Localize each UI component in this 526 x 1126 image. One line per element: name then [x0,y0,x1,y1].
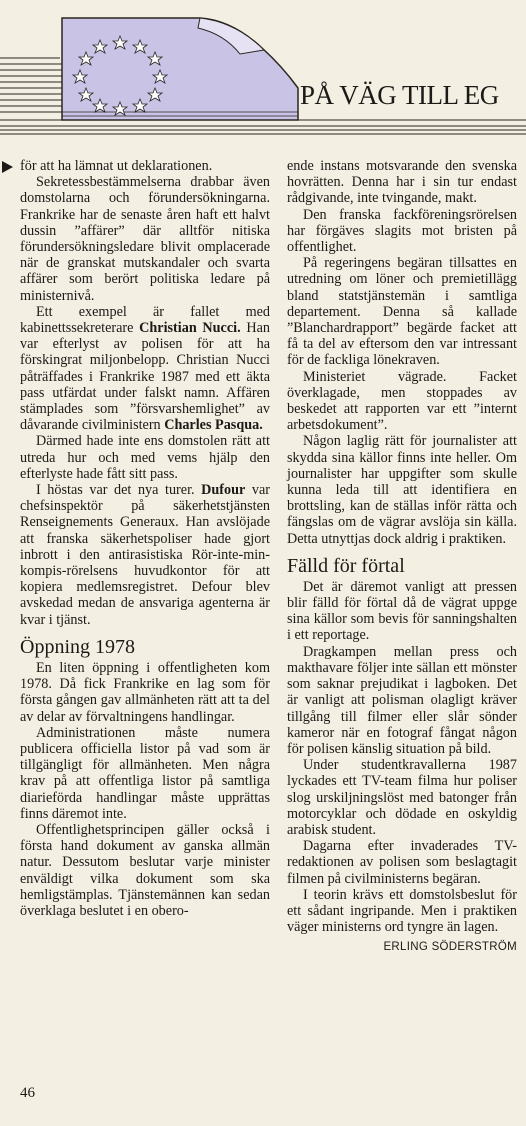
section-header [0,0,526,150]
article-column-right [287,158,517,956]
continuation-arrow-icon [2,161,13,173]
eu-flag-train-illustration [0,0,526,150]
paragraph: Under studentkravallerna 1987 lyckades ett TV-team filma hur poliser slog urskiljningslöst med batonger från motorcyklar och dödade en oskyldig arabisk student. [287,757,517,838]
person-name: Dufour [201,482,246,499]
paragraph: Administrationen måste numera publicera officiella listor på vad som är tillgängligt för allmänheten. Men några krav på att offentliga listor på samtliga diarieförda handlingar måste upprättas finns däremot inte. [20,724,270,822]
paragraph: Den franska fackföreningsrörelsen har förgäves slagits mot bristen på offentlighet. [287,206,517,256]
article-column-left [20,158,270,919]
paragraph [20,304,270,434]
text-run: Han var efterlyst av polisen för att ha förskingrat miljonbelopp. Christian Nucci påträffades i Frankrike 1987 med ett äkta pass utfärdat under falskt namn. Affären stämplades som ”försvarshemlighet” av dåvarande civilministern [20,320,270,434]
paragraph: Offentlighetsprincipen gäller också i första hand dokument av ganska allmän natur. Dessutom beslutar varje minister enväldigt vilka dokument som ska hemligstämplas. Tjänstemännen kan sedan överklaga beslutet i en obero- [20,821,270,919]
text-run: Ett exempel är fallet med kabinettssekreterare [20,303,270,337]
paragraph: Dagarna efter invaderades TV-redaktionen av polisen som beslagtagit filmen på civilministerns begäran. [287,838,517,887]
paragraph: På regeringens begäran tillsattes en utredning om löner och premietillägg bland statstjänstemän i samtliga departement. Denna så kallade ”Blanchardrapport” begärde facket att få ta del av eftersom den var intressant för de fackliga lönekraven. [287,255,517,369]
paragraph: Dragkampen mellan press och makthavare följer inte sällan ett mönster som saknar prejudikat i lagboken. Det är vanligt att polisman olagligt kräver tillgång till filmer eller slår sönder kameror när en fotograf fångat någon för polisen känslig situation på bild. [287,643,517,757]
text-run: var chefsinspektör på säkerhetstjänsten Renseignements Generaux. Han avslöjade att franska säkerhetspoliser hade gjort inbrott i den antirasistiska Rör-inte-min-kompis-rörelsens huvudkontor för att kopiera medlemsregistret. Defour blev avskedad medan de ansvariga agenterna är kvar i tjänst. [20,482,270,628]
paragraph: ende instans motsvarande den svenska hovrätten. Denna har i sin tur endast rådgivande, inte tvingande, makt. [287,158,517,207]
paragraph [20,482,270,628]
paragraph: En liten öppning i offentligheten kom 1978. Då fick Frankrike en lag som för första gången gav allmänheten rätt att ta del av delar av förvaltningens handlingar. [20,659,270,725]
person-name: Christian Nucci. [139,320,241,337]
author-byline: ERLING SÖDERSTRÖM [383,941,517,954]
paragraph: Någon laglig rätt för journalister att skydda sina källor finns inte heller. Om journalister har uppgifter som skulle kunna leda till att identifiera en brottsling, kan de ställas inför rätta och fängslas om de vägrar avslöja sin källa. Detta utnyttjas dock aldrig i praktiken. [287,433,517,547]
paragraph: Sekretessbestämmelserna drabbar även domstolarna och förundersökningarna. Frankrike har de senaste åren haft ett halvt dussin ”affärer” där alltför nitiska förundersökningsledare blivit omplacerade när de granskat mutskandaler och svarta affärer som berört politiska ledare på ministernivå. [20,174,270,304]
page-number: 46 [20,1085,35,1101]
section-title: PÅ VÄG TILL EG [300,80,499,110]
paragraph: Det är däremot vanligt att pressen blir fälld för förtal då de vägrat uppge sina källor som bevis för sanningshalten i ett reportage. [287,578,517,644]
subheading: Öppning 1978 [20,635,135,658]
paragraph: I teorin krävs ett domstolsbeslut för ett sådant ingripande. Men i praktiken väger ministerns ord tyngre än lagen. [287,886,517,936]
paragraph: Därmed hade inte ens domstolen rätt att utreda hur och med vems hjälp den efterlyste hade fått sitt pass. [20,433,270,482]
person-name: Charles Pasqua. [164,417,263,434]
paragraph: för att ha lämnat ut deklarationen. [20,158,213,174]
subheading: Fälld för förtal [287,554,405,577]
text-run: I höstas var det nya turer. [36,482,202,499]
paragraph: Ministeriet vägrade. Facket överklagade, men stoppades av beskedet att rapporten var ett ”internt arbetsdokument”. [287,368,517,434]
